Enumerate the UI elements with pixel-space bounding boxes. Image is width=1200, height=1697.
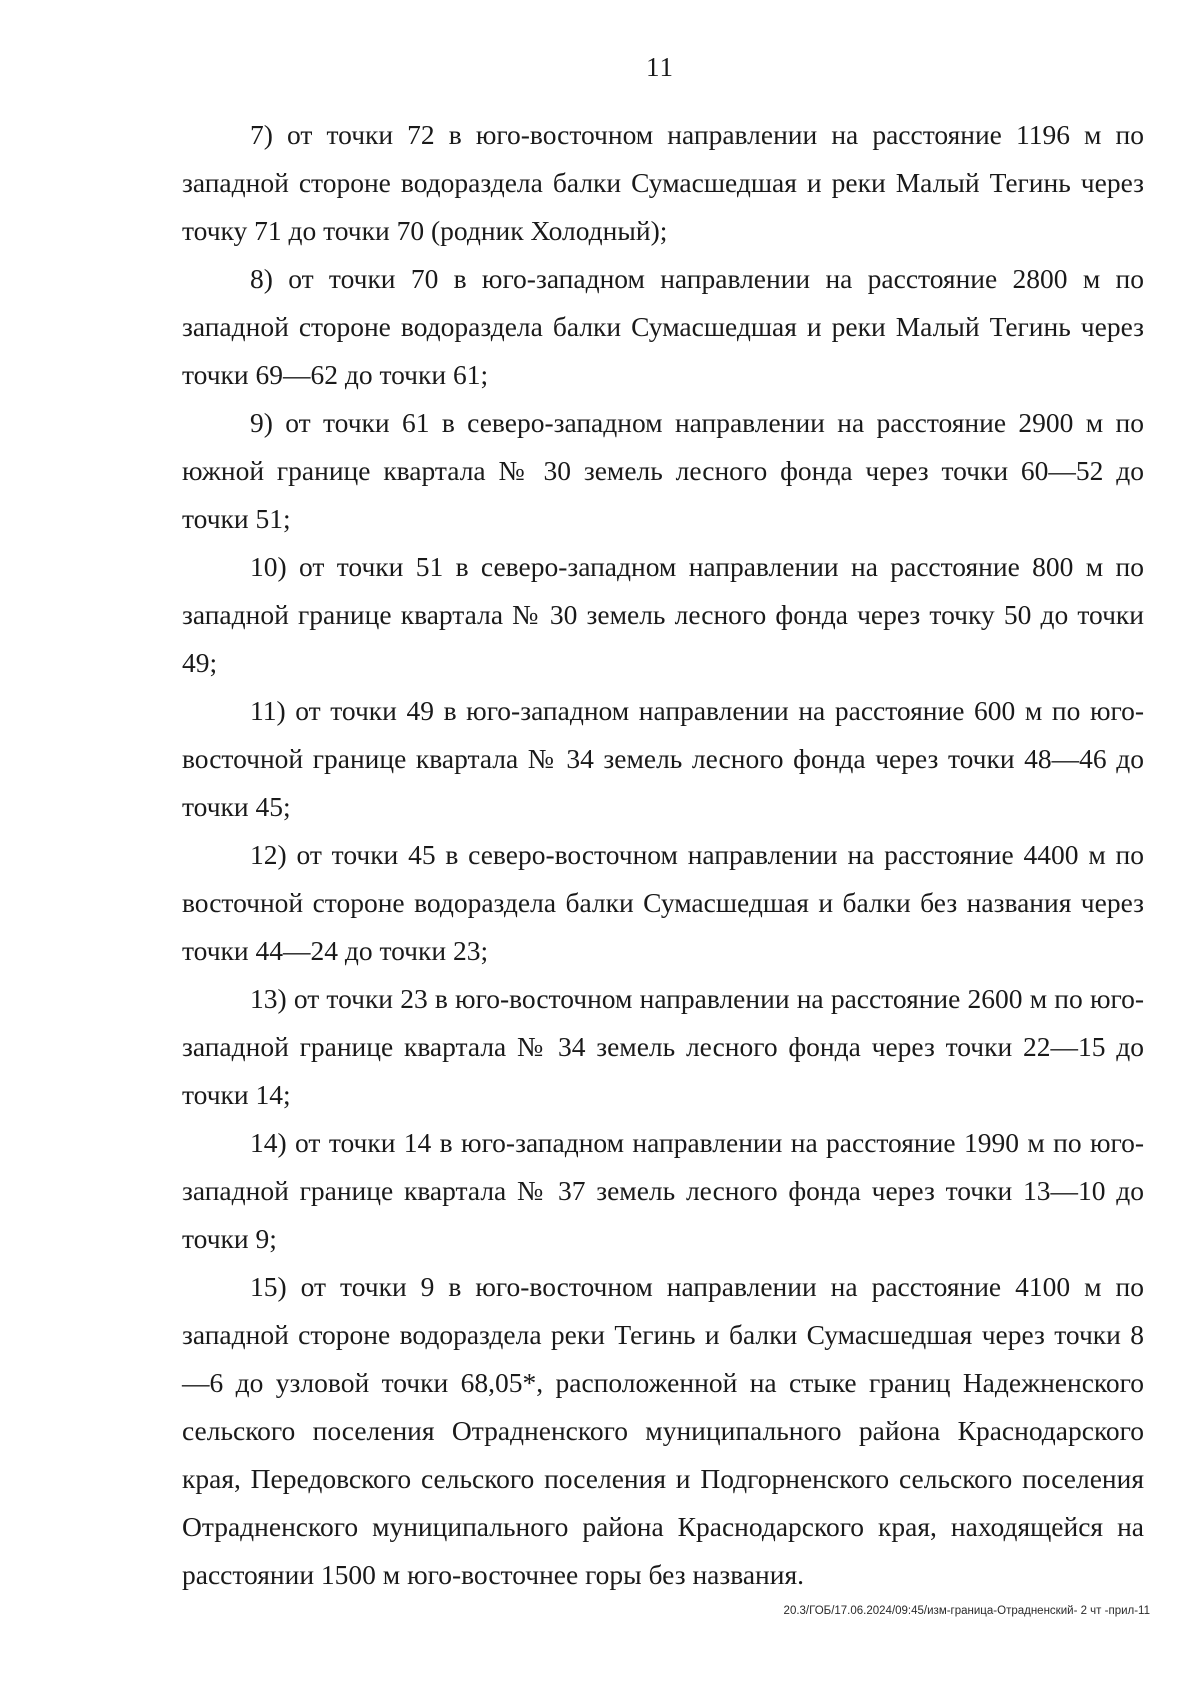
paragraph-item-14: 14) от точки 14 в юго-западном направлении на расстояние 1990 м по юго-западной границе квартала № 37 земель лесного фонда через точки 13—10 до точки 9;: [182, 1127, 1144, 1254]
paragraph-item-8: 8) от точки 70 в юго-западном направлении на расстояние 2800 м по западной стороне водораздела балки Сумасшедшая и реки Малый Тегинь через точки 69—62 до точки 61;: [182, 263, 1144, 390]
paragraph-item-10: 10) от точки 51 в северо-западном направлении на расстояние 800 м по западной границе квартала № 30 земель лесного фонда через точку 50 до точки 49;: [182, 551, 1144, 678]
document-body: [182, 111, 1144, 1599]
paragraph-item-7: 7) от точки 72 в юго-восточном направлении на расстояние 1196 м по западной стороне водораздела балки Сумасшедшая и реки Малый Тегинь через точку 71 до точки 70 (родник Холодный);: [182, 119, 1144, 246]
paragraph-item-15: 15) от точки 9 в юго-восточном направлении на расстояние 4100 м по западной стороне водораздела реки Тегинь и балки Сумасшедшая через точки 8—6 до узловой точки 68,05*, расположенной на стыке границ Надежненского сельского поселения Отрадненского муниципального района Краснодарского края, Передовского сельского поселения и Подгорненского сельского поселения Отрадненского муниципального района Краснодарского края, находящейся на расстоянии 1500 м юго-восточнее горы без названия.: [182, 1271, 1144, 1590]
page-number: 11: [646, 52, 674, 82]
paragraph-item-12: 12) от точки 45 в северо-восточном направлении на расстояние 4400 м по восточной стороне водораздела балки Сумасшедшая и балки без названия через точки 44—24 до точки 23;: [182, 839, 1144, 966]
paragraph-item-9: 9) от точки 61 в северо-западном направлении на расстояние 2900 м по южной границе квартала № 30 земель лесного фонда через точки 60—52 до точки 51;: [182, 407, 1144, 534]
paragraph-item-13: 13) от точки 23 в юго-восточном направлении на расстояние 2600 м по юго-западной границе квартала № 34 земель лесного фонда через точки 22—15 до точки 14;: [182, 983, 1144, 1110]
paragraph-item-11: 11) от точки 49 в юго-западном направлении на расстояние 600 м по юго-восточной границе квартала № 34 земель лесного фонда через точки 48—46 до точки 45;: [182, 695, 1144, 822]
document-footer-code: 20.3/ГОБ/17.06.2024/09:45/изм-граница-Отрадненский- 2 чт -прил-11: [783, 1605, 1150, 1617]
